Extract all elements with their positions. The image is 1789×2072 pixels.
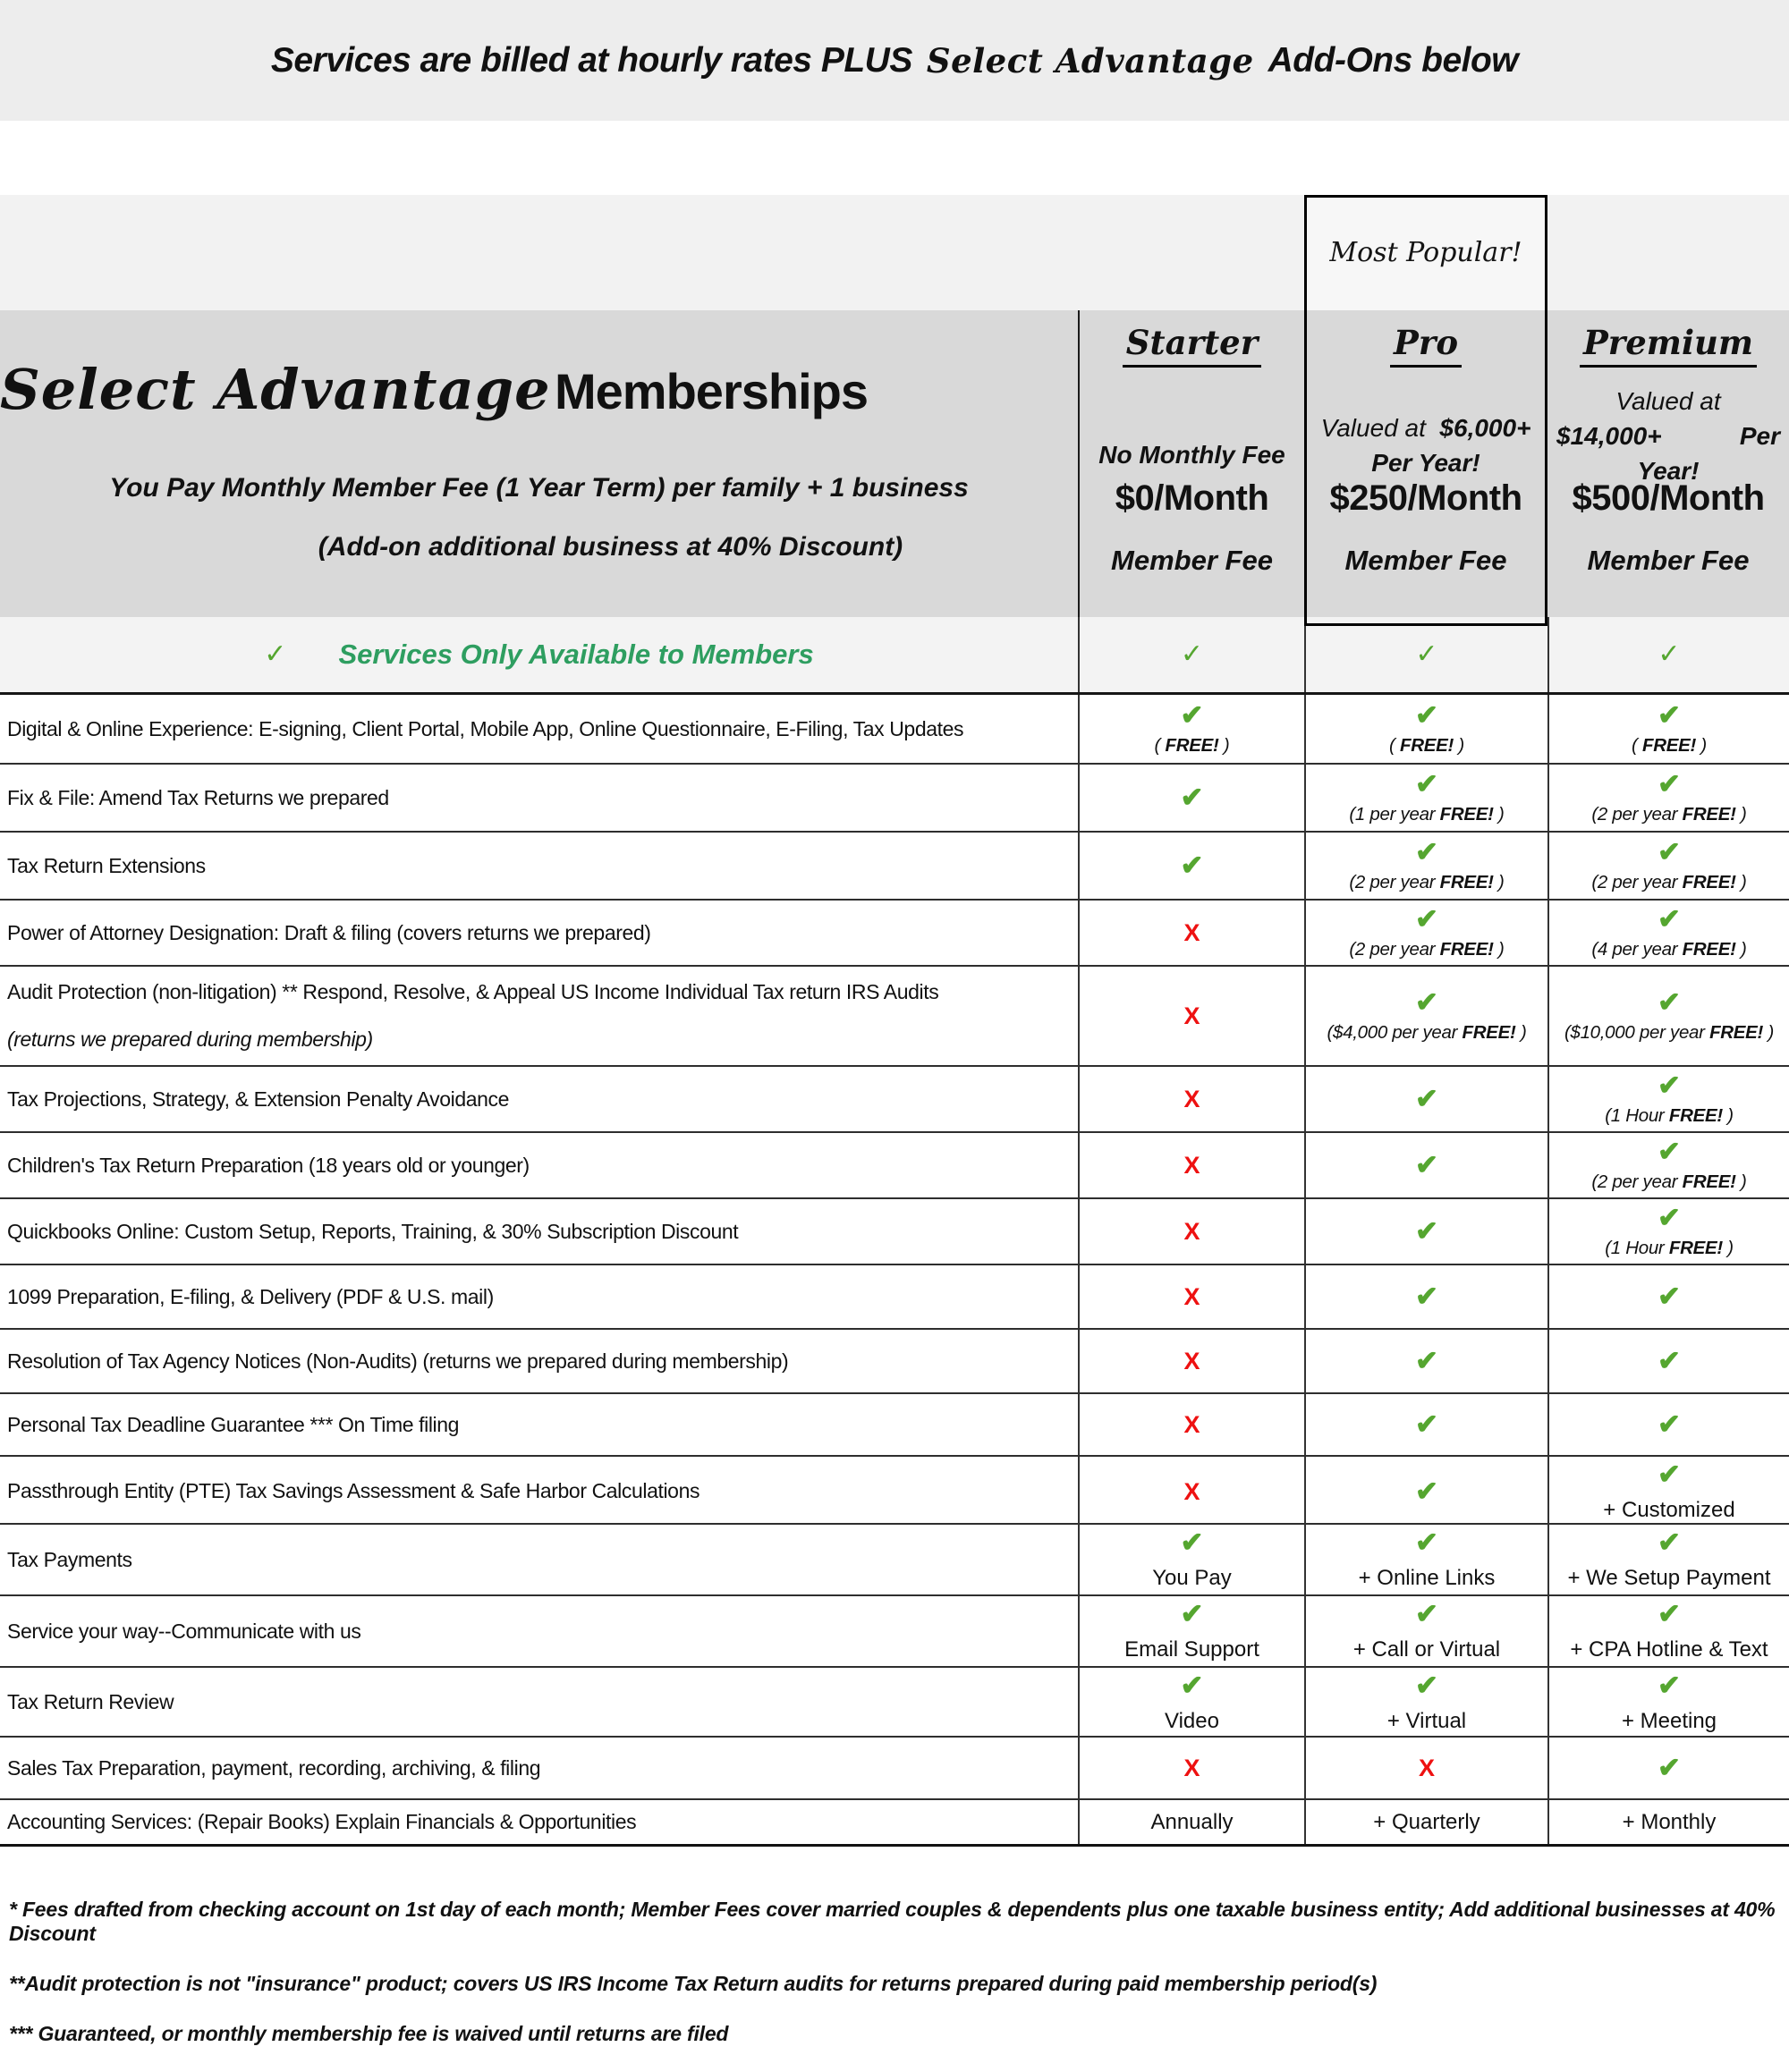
check-icon: ✔ xyxy=(1658,903,1681,935)
feature-label: Tax Return Review xyxy=(7,1690,174,1714)
plan-header-starter xyxy=(1078,310,1304,617)
plan-name-starter: Starter xyxy=(1080,323,1304,368)
feature-sublabel: (returns we prepared during membership) xyxy=(7,1028,373,1051)
members-check-premium xyxy=(1547,617,1789,692)
x-icon: X xyxy=(1183,918,1200,946)
plan-cell-pro xyxy=(1304,1457,1547,1527)
plan-value-pro: Valued at $6,000+ Per Year! xyxy=(1320,414,1531,478)
cell-text: + Call or Virtual xyxy=(1352,1636,1501,1662)
cell-text: + Monthly xyxy=(1622,1809,1717,1834)
cell-text: You Pay xyxy=(1152,1565,1232,1590)
check-icon: ✔ xyxy=(1658,986,1681,1019)
feature-rows xyxy=(0,695,1789,1847)
check-icon: ✓ xyxy=(264,639,287,669)
check-icon: ✔ xyxy=(1658,1280,1681,1312)
plan-cell-pro xyxy=(1304,695,1547,763)
plan-cell-starter xyxy=(1078,1525,1304,1594)
cell-note: (4 per year FREE! ) xyxy=(1591,938,1747,960)
check-icon: ✔ xyxy=(1658,1070,1681,1102)
check-icon: ✔ xyxy=(1415,1082,1438,1114)
feature-label: Quickbooks Online: Custom Setup, Reports, Training, & 30% Subscription Discount xyxy=(7,1219,739,1243)
feature-label: Sales Tax Preparation, payment, recording, archiving, & filing xyxy=(7,1755,541,1780)
banner-brand-name: Select Advantage xyxy=(926,40,1254,80)
x-icon: X xyxy=(1183,1151,1200,1179)
check-icon: ✔ xyxy=(1415,1475,1438,1507)
cell-note: ( FREE! ) xyxy=(1389,734,1464,756)
footnote-3: *** Guaranteed, or monthly membership fee is waived until returns are filed xyxy=(9,2022,729,2045)
check-icon: ✔ xyxy=(1658,1670,1681,1701)
feature-label-cell xyxy=(0,833,1078,899)
plan-cell-pro xyxy=(1304,833,1547,899)
check-icon: ✔ xyxy=(1415,903,1438,935)
check-icon: ✔ xyxy=(1658,1408,1681,1440)
table-row xyxy=(0,1457,1789,1525)
cell-note: (2 per year FREE! ) xyxy=(1591,871,1747,892)
plan-cell-premium xyxy=(1547,967,1789,1065)
plan-fee-label-premium: Member Fee xyxy=(1587,545,1750,576)
table-row xyxy=(0,1668,1789,1738)
cell-text: + Customized xyxy=(1603,1497,1735,1522)
cell-text: + Virtual xyxy=(1386,1708,1467,1733)
feature-label-cell xyxy=(0,901,1078,965)
plan-header-pro xyxy=(1304,310,1547,617)
cell-note: (2 per year FREE! ) xyxy=(1591,803,1747,825)
x-icon: X xyxy=(1418,1754,1435,1781)
members-only-row xyxy=(0,617,1789,695)
feature-label: Passthrough Entity (PTE) Tax Savings Assessment & Safe Harbor Calculations xyxy=(7,1479,700,1503)
plan-cell-starter xyxy=(1078,1067,1304,1131)
cell-note: (2 per year FREE! ) xyxy=(1349,871,1505,892)
cell-note: (1 Hour FREE! ) xyxy=(1605,1237,1734,1258)
x-icon: X xyxy=(1183,1347,1200,1374)
check-icon: ✔ xyxy=(1658,836,1681,868)
check-icon: ✔ xyxy=(1415,1344,1438,1376)
check-icon: ✔ xyxy=(1658,1527,1681,1559)
cell-text: + Meeting xyxy=(1621,1708,1717,1733)
plan-cell-starter xyxy=(1078,967,1304,1065)
feature-label: Fix & File: Amend Tax Returns we prepared xyxy=(7,785,389,809)
check-icon: ✓ xyxy=(1658,639,1681,669)
plan-cell-pro xyxy=(1304,1800,1547,1844)
cell-note: (2 per year FREE! ) xyxy=(1349,938,1505,960)
table-row xyxy=(0,695,1789,765)
banner-text-suffix: Add-Ons below xyxy=(1268,40,1519,80)
title-subtitle-1: You Pay Monthly Member Fee (1 Year Term) per family + 1 business xyxy=(109,473,969,503)
feature-label: Tax Projections, Strategy, & Extension Penalty Avoidance xyxy=(7,1087,510,1111)
table-title-cell xyxy=(0,310,1078,617)
check-icon: ✔ xyxy=(1658,1136,1681,1168)
plan-cell-pro xyxy=(1304,1394,1547,1455)
plan-cell-premium xyxy=(1547,1738,1789,1798)
page-title xyxy=(0,357,868,422)
check-icon: ✔ xyxy=(1415,1598,1438,1630)
plan-cell-starter xyxy=(1078,1738,1304,1798)
feature-label: Personal Tax Deadline Guarantee *** On Time filing xyxy=(7,1412,460,1436)
brand-name: Select Advantage xyxy=(0,357,551,422)
feature-label-cell xyxy=(0,1199,1078,1264)
feature-label-cell xyxy=(0,1596,1078,1666)
plan-price-pro: $250/Month xyxy=(1329,478,1522,518)
plan-cell-starter xyxy=(1078,901,1304,965)
plan-cell-pro xyxy=(1304,765,1547,831)
x-icon: X xyxy=(1183,1477,1200,1505)
cell-text: Email Support xyxy=(1124,1636,1259,1662)
check-icon: ✔ xyxy=(1180,699,1204,732)
plan-value-starter: No Monthly Fee xyxy=(1098,441,1285,469)
table-row xyxy=(0,1265,1789,1330)
plan-price-premium: $500/Month xyxy=(1572,478,1765,518)
table-row xyxy=(0,1199,1789,1265)
table-row xyxy=(0,1800,1789,1847)
feature-label-cell xyxy=(0,1394,1078,1455)
table-row xyxy=(0,1738,1789,1800)
plan-cell-premium xyxy=(1547,1668,1789,1738)
plan-cell-starter xyxy=(1078,1330,1304,1392)
footnote-2: **Audit protection is not "insurance" product; covers US IRS Income Tax Return audits for returns prepared during paid membership period(s) xyxy=(9,1972,1378,1995)
plan-cell-premium xyxy=(1547,1596,1789,1666)
x-icon: X xyxy=(1183,1002,1200,1029)
plan-cell-premium xyxy=(1547,1199,1789,1264)
cell-note: (2 per year FREE! ) xyxy=(1591,1171,1747,1192)
check-icon: ✔ xyxy=(1180,1527,1204,1559)
plan-name-pro: Pro xyxy=(1304,323,1547,368)
check-icon: ✔ xyxy=(1180,1598,1204,1630)
plan-cell-pro xyxy=(1304,1265,1547,1328)
table-row xyxy=(0,1525,1789,1596)
feature-label-cell xyxy=(0,1067,1078,1131)
plan-cell-starter xyxy=(1078,765,1304,831)
footnote-1: * Fees drafted from checking account on 1st day of each month; Member Fees cover married couples & dependents plus one taxable business entity; Add additional businesses at 40% Discount xyxy=(9,1898,1776,1945)
feature-label-cell xyxy=(0,1265,1078,1328)
plan-cell-starter xyxy=(1078,1133,1304,1197)
plan-cell-pro xyxy=(1304,1525,1547,1594)
plan-cell-pro xyxy=(1304,1330,1547,1392)
table-row xyxy=(0,1133,1789,1199)
check-icon: ✔ xyxy=(1415,699,1438,732)
plan-cell-premium xyxy=(1547,833,1789,899)
cell-text: Annually xyxy=(1150,1809,1234,1834)
plan-fee-label-starter: Member Fee xyxy=(1111,545,1273,576)
most-popular-label: Most Popular! xyxy=(1329,237,1522,268)
feature-label: Power of Attorney Designation: Draft & filing (covers returns we prepared) xyxy=(7,920,651,944)
plan-fee-label-pro: Member Fee xyxy=(1344,545,1507,576)
feature-label-cell xyxy=(0,695,1078,763)
plan-cell-premium xyxy=(1547,695,1789,763)
plan-cell-premium xyxy=(1547,901,1789,965)
top-band-spacer xyxy=(0,195,1078,310)
plan-cell-starter xyxy=(1078,1800,1304,1844)
cell-note: ( FREE! ) xyxy=(1632,734,1707,756)
cell-text: + We Setup Payment xyxy=(1567,1565,1771,1590)
cell-text: + Quarterly xyxy=(1373,1809,1480,1834)
feature-label-cell xyxy=(0,1330,1078,1392)
feature-label-cell xyxy=(0,1738,1078,1798)
feature-label: Service your way--Communicate with us xyxy=(7,1619,361,1643)
plan-cell-pro xyxy=(1304,1199,1547,1264)
table-row xyxy=(0,1067,1789,1133)
top-band xyxy=(0,195,1789,310)
plan-cell-starter xyxy=(1078,1457,1304,1527)
plan-price-starter: $0/Month xyxy=(1115,478,1269,518)
members-only-label-cell xyxy=(0,617,1078,692)
check-icon: ✓ xyxy=(1180,639,1204,669)
cell-text: Video xyxy=(1165,1708,1219,1733)
table-row xyxy=(0,967,1789,1067)
plan-value-premium: Valued at $14,000+ Per Year! xyxy=(1556,387,1780,486)
cell-note: ($10,000 per year FREE! ) xyxy=(1564,1021,1775,1043)
cell-note: ( FREE! ) xyxy=(1154,734,1230,756)
plan-cell-premium xyxy=(1547,1330,1789,1392)
banner-text-prefix: Services are billed at hourly rates PLUS xyxy=(270,40,912,80)
feature-label: 1099 Preparation, E-filing, & Delivery (PDF & U.S. mail) xyxy=(7,1284,494,1308)
check-icon: ✔ xyxy=(1415,768,1438,800)
feature-label-cell xyxy=(0,1525,1078,1594)
plan-cell-premium xyxy=(1547,1394,1789,1455)
plan-cell-starter xyxy=(1078,1596,1304,1666)
plan-cell-premium xyxy=(1547,1067,1789,1131)
table-row xyxy=(0,1394,1789,1457)
plan-cell-pro xyxy=(1304,1738,1547,1798)
plan-header-premium xyxy=(1547,310,1789,617)
feature-label: Audit Protection (non-litigation) ** Respond, Resolve, & Appeal US Income Individual Tax return IRS Audits xyxy=(7,980,939,1003)
header-band xyxy=(0,310,1789,617)
footnotes xyxy=(9,1898,1780,2072)
plan-cell-starter xyxy=(1078,833,1304,899)
x-icon: X xyxy=(1183,1085,1200,1112)
check-icon: ✔ xyxy=(1180,781,1204,813)
cell-text: + Online Links xyxy=(1358,1565,1496,1590)
plan-cell-pro xyxy=(1304,967,1547,1065)
table-row xyxy=(0,901,1789,967)
plan-cell-starter xyxy=(1078,1668,1304,1738)
top-banner xyxy=(0,0,1789,121)
feature-label: Tax Return Extensions xyxy=(7,853,206,877)
x-icon: X xyxy=(1183,1754,1200,1781)
top-band-premium xyxy=(1547,195,1789,310)
cell-note: ($4,000 per year FREE! ) xyxy=(1327,1021,1527,1043)
members-only-label: Services Only Available to Members xyxy=(338,639,814,670)
feature-label-cell xyxy=(0,1133,1078,1197)
top-band-starter xyxy=(1078,195,1304,310)
cell-text: + CPA Hotline & Text xyxy=(1570,1636,1768,1662)
check-icon: ✔ xyxy=(1415,1214,1438,1247)
members-check-starter xyxy=(1078,617,1304,692)
most-popular-callout xyxy=(1304,195,1547,310)
plan-cell-pro xyxy=(1304,1067,1547,1131)
check-icon: ✔ xyxy=(1415,1527,1438,1559)
feature-label: Tax Payments xyxy=(7,1547,132,1571)
plan-cell-premium xyxy=(1547,1133,1789,1197)
feature-label-cell xyxy=(0,765,1078,831)
x-icon: X xyxy=(1183,1217,1200,1245)
check-icon: ✔ xyxy=(1658,1751,1681,1783)
plan-cell-pro xyxy=(1304,1668,1547,1738)
x-icon: X xyxy=(1183,1282,1200,1310)
table-row xyxy=(0,1330,1789,1394)
plan-cell-starter xyxy=(1078,1265,1304,1328)
feature-label: Accounting Services: (Repair Books) Explain Financials & Opportunities xyxy=(7,1810,637,1833)
check-icon: ✔ xyxy=(1415,986,1438,1019)
members-check-pro xyxy=(1304,617,1547,692)
check-icon: ✔ xyxy=(1658,1344,1681,1376)
plan-cell-premium xyxy=(1547,1457,1789,1527)
title-text: Memberships xyxy=(555,363,868,419)
table-row xyxy=(0,833,1789,901)
check-icon: ✔ xyxy=(1658,1202,1681,1234)
title-subtitle-2: (Add-on additional business at 40% Discount) xyxy=(318,532,903,562)
check-icon: ✔ xyxy=(1658,699,1681,732)
feature-label-cell xyxy=(0,1457,1078,1527)
check-icon: ✔ xyxy=(1180,1670,1204,1701)
cell-note: (1 Hour FREE! ) xyxy=(1605,1104,1734,1126)
check-icon: ✔ xyxy=(1658,1459,1681,1490)
feature-label: Digital & Online Experience: E-signing, Client Portal, Mobile App, Online Questionnaire, E-Filing, Tax Updates xyxy=(7,716,964,740)
feature-label-cell xyxy=(0,1668,1078,1738)
check-icon: ✔ xyxy=(1180,849,1204,881)
plan-name-premium: Premium xyxy=(1547,323,1789,368)
x-icon: X xyxy=(1183,1410,1200,1438)
check-icon: ✔ xyxy=(1415,1280,1438,1312)
plan-cell-starter xyxy=(1078,1394,1304,1455)
plan-cell-premium xyxy=(1547,1525,1789,1594)
plan-cell-premium xyxy=(1547,765,1789,831)
check-icon: ✔ xyxy=(1415,1148,1438,1180)
table-row xyxy=(0,765,1789,833)
feature-label-cell xyxy=(0,1800,1078,1844)
plan-cell-pro xyxy=(1304,901,1547,965)
feature-label: Children's Tax Return Preparation (18 years old or younger) xyxy=(7,1153,530,1177)
plan-cell-premium xyxy=(1547,1265,1789,1328)
check-icon: ✔ xyxy=(1658,1598,1681,1630)
check-icon: ✔ xyxy=(1415,836,1438,868)
feature-label: Resolution of Tax Agency Notices (Non-Audits) (returns we prepared during membership) xyxy=(7,1349,789,1373)
check-icon: ✓ xyxy=(1415,639,1438,669)
check-icon: ✔ xyxy=(1415,1670,1438,1701)
plan-cell-starter xyxy=(1078,695,1304,763)
plan-cell-starter xyxy=(1078,1199,1304,1264)
plan-cell-pro xyxy=(1304,1133,1547,1197)
check-icon: ✔ xyxy=(1658,768,1681,800)
check-icon: ✔ xyxy=(1415,1408,1438,1440)
table-row xyxy=(0,1596,1789,1668)
cell-note: (1 per year FREE! ) xyxy=(1349,803,1505,825)
feature-label-cell xyxy=(0,967,1078,1065)
membership-comparison-table xyxy=(0,195,1789,1847)
plan-cell-premium xyxy=(1547,1800,1789,1844)
plan-cell-pro xyxy=(1304,1596,1547,1666)
